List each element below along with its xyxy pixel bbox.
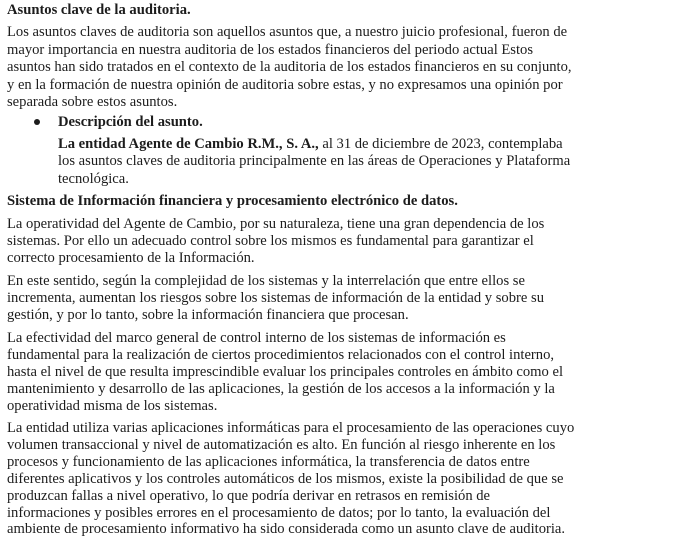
paragraph-line: La operatividad del Agente de Cambio, por su naturaleza, tiene una gran dependencia de los [7,216,545,232]
paragraph-line: incrementa, aumentan los riesgos sobre los sistemas de información de la entidad y sobre su [7,290,544,306]
paragraph-text: al 31 de diciembre de 2023, contemplaba [318,136,563,152]
paragraph-line: los asuntos claves de auditoria principalmente en las áreas de Operaciones y Plataforma [58,153,571,169]
heading-sistema-informacion: Sistema de Información financiera y procesamiento electrónico de datos. [7,193,458,209]
paragraph-line: operatividad misma de los sistemas. [7,398,218,414]
paragraph-line: informaciones y posibles errores en el procesamiento de datos; por lo tanto, la evaluación del [7,505,551,521]
paragraph-line: asuntos han sido tratados en el contexto de la auditoria de los estados financieros en su conjunto, [7,59,572,75]
paragraph-line: fundamental para la realización de ciertos procedimientos relacionados con el control interno, [7,347,555,363]
paragraph-line: produzcan fallas a nivel operativo, lo que podría derivar en retrasos en remisión de [7,488,491,504]
paragraph-line: diferentes aplicativos y los controles automáticos de los mismos, existe la posibilidad de que se [7,471,564,487]
paragraph-line: hasta el nivel de que resulta imprescindible evaluar los principales controles en ámbito como el [7,364,564,380]
heading-asuntos-clave: Asuntos clave de la auditoria. [7,2,191,18]
paragraph-line: volumen transaccional y nivel de automatización es alto. En función al riesgo inherente en los [7,437,556,453]
paragraph-line: ambiente de procesamiento informativo ha sido considerada como un asunto clave de auditoria. [7,521,566,537]
paragraph-line: Los asuntos claves de auditoria son aquellos asuntos que, a nuestro juicio profesional, fueron de [7,24,568,40]
paragraph-line: sistemas. Por ello un adecuado control sobre los mismos es fundamental para garantizar el [7,233,534,249]
paragraph-line: tecnológica. [58,171,129,187]
entity-name: La entidad Agente de Cambio R.M., S. A., [58,136,319,152]
bullet-icon [34,119,40,125]
paragraph-line: En este sentido, según la complejidad de los sistemas y la interrelación que entre ellos se [7,273,525,289]
paragraph-line [58,136,563,152]
paragraph-line: La efectividad del marco general de control interno de los sistemas de información es [7,330,506,346]
bullet-heading: Descripción del asunto. [58,114,203,130]
paragraph-line: correcto procesamiento de la Información. [7,250,255,266]
paragraph-line: La entidad utiliza varias aplicaciones informáticas para el procesamiento de las operaciones cuyo [7,420,575,436]
paragraph-line: y en la formación de nuestra opinión de auditoria sobre estas, y no expresamos una opinión por [7,77,563,93]
paragraph-line: separada sobre estos asuntos. [7,94,178,110]
paragraph-line: mayor importancia en nuestra auditoria de los estados financieros del periodo actual Estos [7,42,534,58]
paragraph-line: gestión, y por lo tanto, sobre la información financiera que procesan. [7,307,409,323]
paragraph-line: procesos y funcionamiento de las aplicaciones informática, la transferencia de datos entre [7,454,530,470]
paragraph-line: mantenimiento y desarrollo de las aplicaciones, la gestión de los accesos a la información y la [7,381,555,397]
